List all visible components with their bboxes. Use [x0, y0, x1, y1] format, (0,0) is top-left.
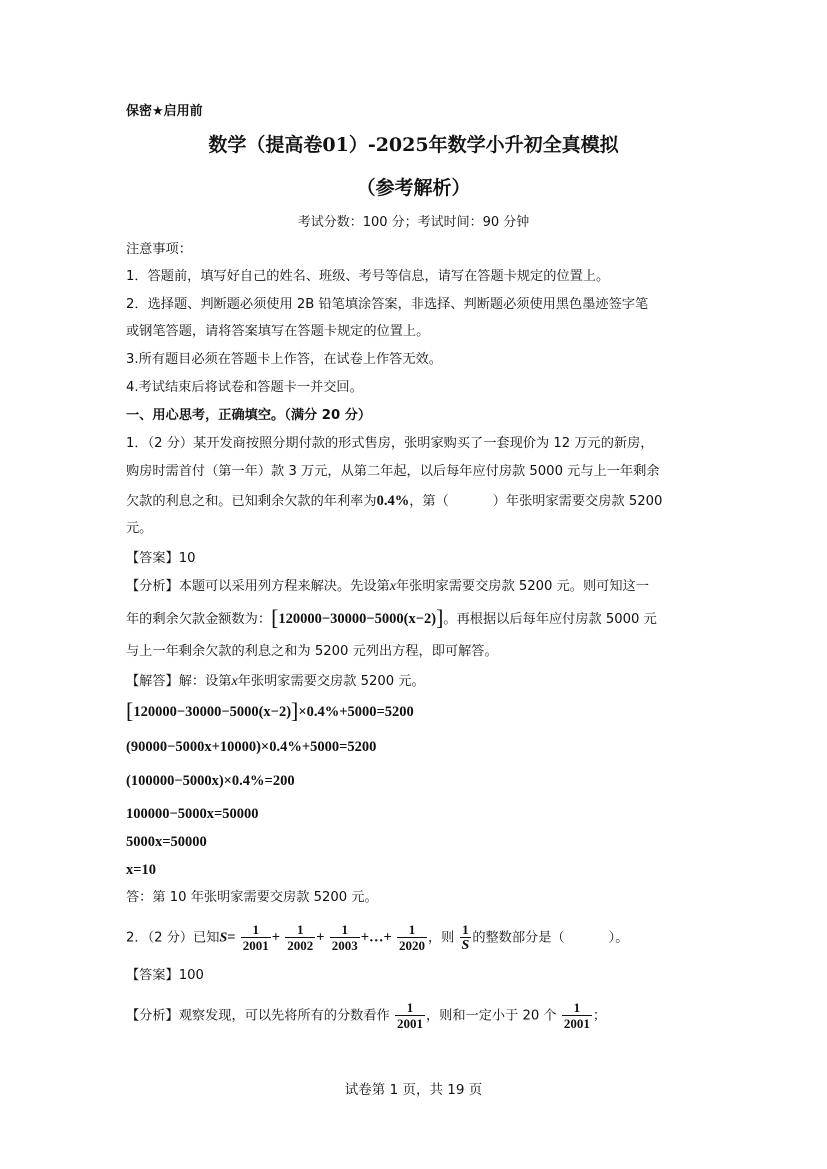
equation-step-1: [120000−30000−5000(x−2)]×0.4%+5000=5200 — [126, 698, 414, 723]
equation-step-4: 100000−5000x=50000 — [126, 806, 259, 822]
equation-step-6: x=10 — [126, 862, 157, 878]
page-footer: 试卷第 1 页，共 19 页 — [344, 1082, 483, 1098]
fraction-1-over-2001: $\frac{1}{2001}$ — [396, 1000, 423, 1031]
q1-solution-intro: 【解答】解：设第x年张明家需要交房款 5200 元。 — [126, 674, 425, 689]
confidential-label: 保密★启用前 — [126, 104, 203, 119]
q1-conclusion: 答：第 10 年张明家需要交房款 5200 元。 — [126, 890, 378, 905]
q1-line-3: 欠款的利息之和。已知剩余欠款的年利率为0.4%，第（ ）年张明家需要交房款 5200 — [126, 493, 663, 509]
fraction-1-over-2002: $\frac{1}{2002}$ — [287, 922, 314, 953]
fraction-1-over-2001: $\frac{1}{2001}$ — [563, 1000, 590, 1031]
note-item-1: 1．答题前，填写好自己的姓名、班级、考号等信息，请写在答题卡规定的位置上。 — [126, 269, 610, 284]
q1-analysis-line-2: 年的剩余欠款金额数为：[120000−30000−5000(x−2)]。再根据以后每年应付房款 5000 元 — [126, 605, 657, 630]
note-item-2-cont: 或钢笔答题，请将答案填写在答题卡规定的位置上。 — [126, 324, 430, 339]
q1-analysis-line-3: 与上一年剩余欠款的利息之和为 5200 元列出方程，即可解答。 — [126, 644, 498, 659]
equation-step-2: (90000−5000x+10000)×0.4%+5000=5200 — [126, 739, 377, 755]
exam-title: 数学（提高卷01）-2025年数学小升初全真模拟 — [208, 134, 619, 156]
note-item-3: 3.所有题目必须在答题卡上作答，在试卷上作答无效。 — [126, 352, 442, 367]
note-item-2: 2．选择题、判断题必须使用 2B 铅笔填涂答案，非选择、判断题必须使用黑色墨迹签字笔 — [126, 297, 649, 312]
equation-step-5: 5000x=50000 — [126, 834, 207, 850]
fraction-1-over-s: $\frac{1}{S}$ — [461, 922, 470, 953]
exam-meta: 考试分数：100 分；考试时间：90 分钟 — [297, 215, 530, 230]
fraction-1-over-2020: $\frac{1}{2020}$ — [398, 922, 425, 953]
fraction-1-over-2003: $\frac{1}{2003}$ — [331, 922, 358, 953]
q1-line-2: 购房时需首付（第一年）款 3 万元，从第二年起，以后每年应付房款 5000 元与上一年剩余 — [126, 464, 660, 479]
q2-answer: 【答案】100 — [126, 968, 204, 983]
q1-answer: 【答案】10 — [126, 551, 196, 566]
q1-analysis-line-1: 【分析】本题可以采用列方程来解决。先设第x年张明家需要交房款 5200 元。则可知这一 — [126, 579, 649, 594]
fraction-1-over-2001: $\frac{1}{2001}$ — [242, 922, 269, 953]
notes-heading: 注意事项： — [126, 242, 192, 257]
exam-subtitle: （参考解析） — [356, 177, 471, 199]
q1-line-4: 元。 — [126, 521, 153, 536]
q2-analysis: 【分析】观察发现，可以先将所有的分数看作 $\frac{1}{2001}$ ，则和一定小于 20 个 $\frac{1}{2001}$ ； — [126, 1000, 607, 1031]
section-heading: 一、用心思考，正确填空。（满分 20 分） — [126, 408, 372, 423]
remaining-debt-expression: 120000−30000−5000(x−2) — [278, 611, 437, 627]
interest-rate: 0.4% — [376, 493, 410, 509]
q1-line-1: 1．（2 分）某开发商按照分期付款的形式售房，张明家购买了一套现价为 12 万元的新房， — [126, 436, 654, 451]
equation-step-3: (100000−5000x)×0.4%=200 — [126, 773, 295, 789]
note-item-4: 4.考试结束后将试卷和答题卡一并交回。 — [126, 380, 363, 395]
q2-statement: 2．（2 分）已知S= $\frac{1}{2001}$ + $\frac{1}{2002}$ + $\frac{1}{2003}$ +…+ $\frac{1}{2020}$ ，则 $\frac{1}{S}$ 的整数部分是（ ）。 — [126, 922, 629, 953]
